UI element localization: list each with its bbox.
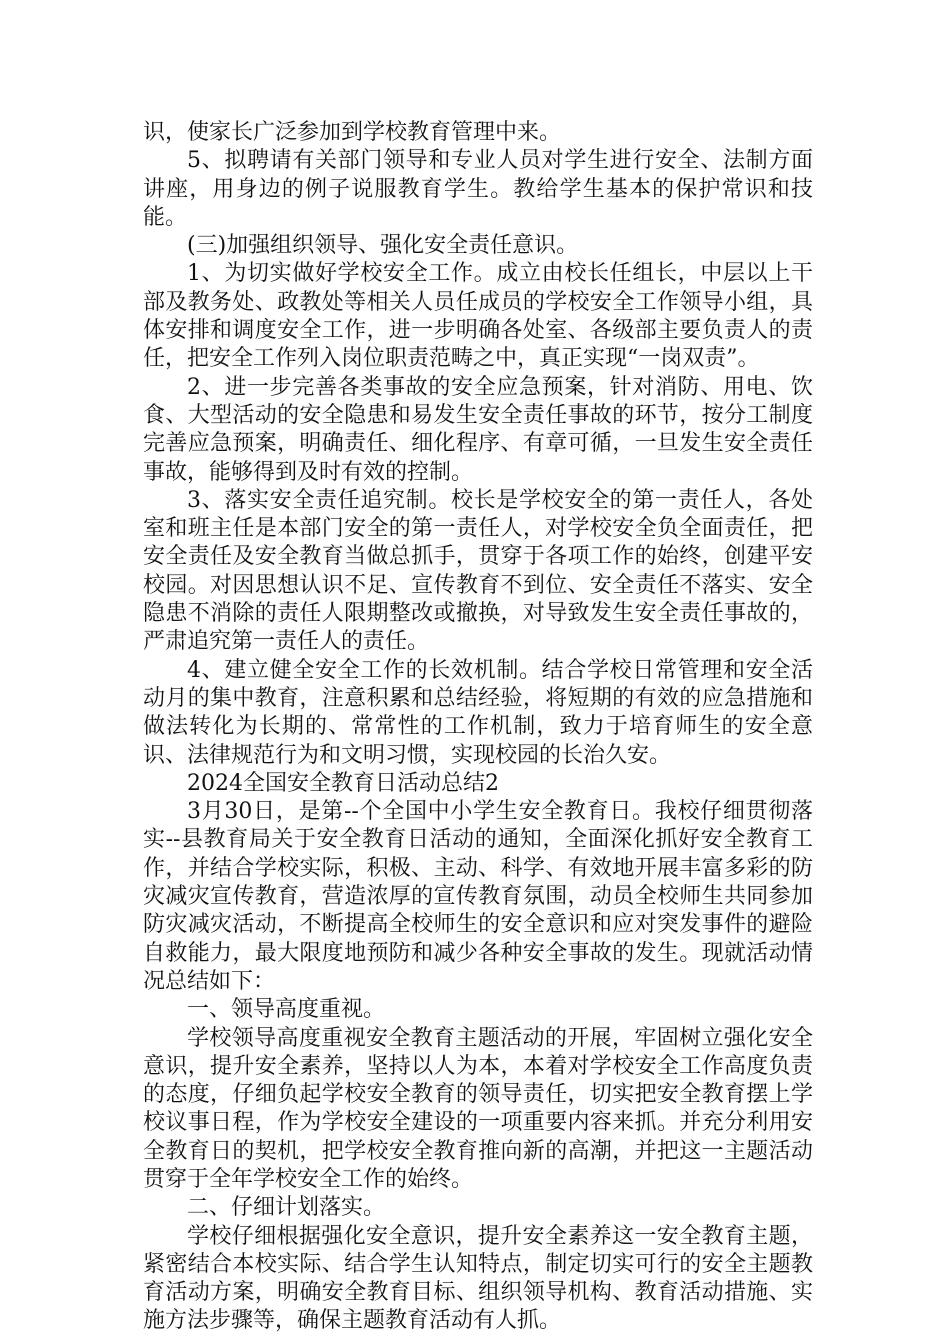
paragraph: 1、为切实做好学校安全工作。成立由校长任组长，中层以上干部及教务处、政教处等相关人员任成员的学校安全工作领导小组，具体安排和调度安全工作，进一步明确各处室、各级部主要负责人的责任，把安全工作列入岗位职责范畴之中，真正实现“一岗双责”。	[143, 261, 813, 372]
paragraph: 4、建立健全安全工作的长效机制。结合学校日常管理和安全活动月的集中教育，注意积累和总结经验，将短期的有效的应急措施和做法转化为长期的、常常性的工作机制，致力于培育师生的安全意识、法律规范行为和文明习惯，实现校园的长治久安。	[143, 657, 813, 768]
document-page	[143, 119, 813, 1336]
paragraph: 3月30日，是第--个全国中小学生安全教育日。我校仔细贯彻落实--县教育局关于安全教育日活动的通知，全面深化抓好安全教育工作，并结合学校实际，积极、主动、科学、有效地开展丰富多彩的防灾减灾宣传教育，营造浓厚的宣传教育氛围，动员全校师生共同参加防灾减灾活动，不断提高全校师生的安全意识和应对突发事件的避险自救能力，最大限度地预防和减少各种安全事故的发生。现就活动情况总结如下：	[143, 799, 813, 994]
paragraph: 5、拟聘请有关部门领导和专业人员对学生进行安全、法制方面讲座，用身边的例子说服教育学生。教给学生基本的保护常识和技能。	[143, 148, 813, 230]
section-heading: 一、领导高度重视。	[187, 997, 386, 1023]
paragraph: 3、落实安全责任追究制。校长是学校安全的第一责任人，各处室和班主任是本部门安全的第一责任人，对学校安全负全面责任，把安全责任及安全教育当做总抓手，贯穿于各项工作的始终，创建平安校园。对因思想认识不足、宣传教育不到位、安全责任不落实、安全隐患不消除的责任人限期整改或撤换，对导致发生安全责任事故的，严肃追究第一责任人的责任。	[143, 487, 813, 655]
document-title: 2024全国安全教育日活动总结2	[187, 770, 499, 796]
paragraph: 2、进一步完善各类事故的安全应急预案，针对消防、用电、饮食、大型活动的安全隐患和易发生安全责任事故的环节，按分工制度完善应急预案，明确责任、细化程序、有章可循，一旦发生安全责任事故，能够得到及时有效的控制。	[143, 374, 813, 485]
paragraph: 学校领导高度重视安全教育主题活动的开展，牢固树立强化安全意识，提升安全素养，坚持以人为本，本着对学校安全工作高度负责的态度，仔细负起学校安全教育的领导责任，切实把安全教育摆上学校议事日程，作为学校安全建设的一项重要内容来抓。并充分利用安全教育日的契机，把学校安全教育推向新的高潮，并把这一主题活动贯穿于全年学校安全工作的始终。	[143, 1025, 813, 1192]
paragraph: 学校仔细根据强化安全意识，提升安全素养这一安全教育主题，紧密结合本校实际、结合学生认知特点，制定切实可行的安全主题教育活动方案，明确安全教育目标、组织领导机构、教育活动措施、实施方法步骤等，确保主题教育活动有人抓。	[143, 1223, 813, 1334]
paragraph: 识，使家长广泛参加到学校教育管理中来。	[143, 120, 562, 145]
section-heading: 二、仔细计划落实。	[187, 1195, 386, 1221]
section-heading: (三)加强组织领导、强化安全责任意识。	[187, 233, 579, 259]
